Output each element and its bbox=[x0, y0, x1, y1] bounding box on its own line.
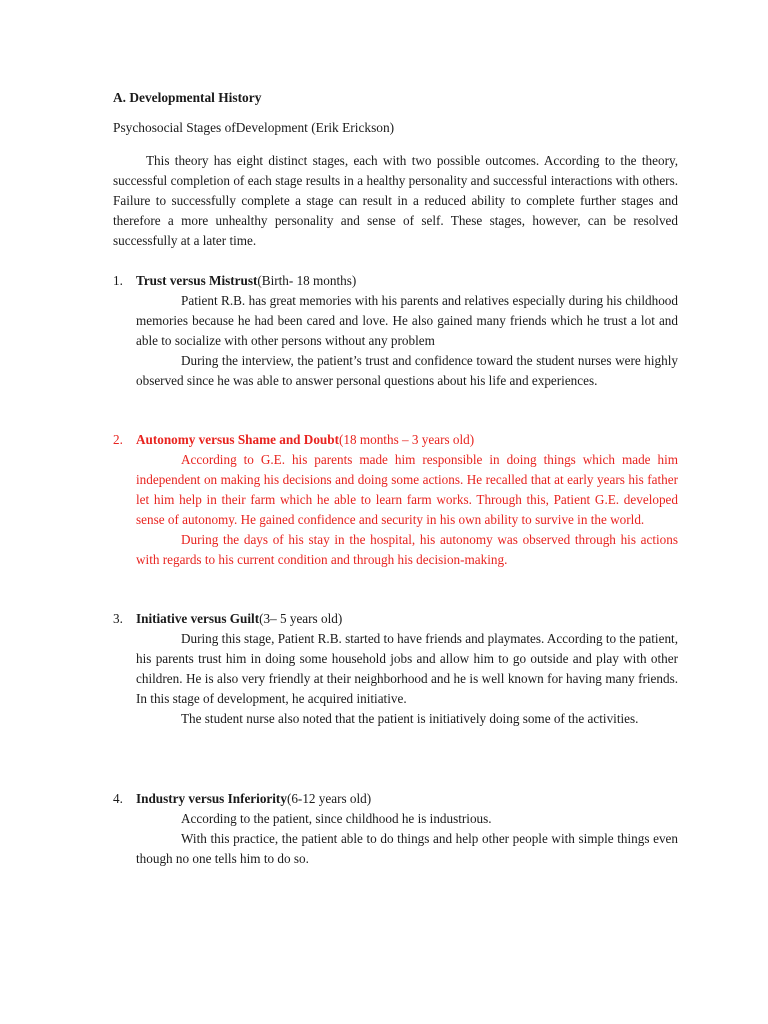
stage-name: Autonomy versus Shame and Doubt bbox=[136, 432, 339, 447]
intro-paragraph: This theory has eight distinct stages, each with two possible outcomes. According to the theory, successful completion of each stage results in a healthy personality and successful interactions with others. Failure to successfully complete a stage can result in a reduced ability to complete further stages and therefore a more unhealthy personality and sense of self. These stages, however, can be resolved successfully at a later time. bbox=[113, 153, 678, 248]
stage-trust-vs-mistrust bbox=[113, 271, 678, 391]
stage-body bbox=[136, 629, 678, 729]
stage-paragraph: The student nurse also noted that the patient is initiatively doing some of the activities. bbox=[181, 711, 639, 726]
stage-name: Industry versus Inferiority bbox=[136, 791, 287, 806]
stage-paragraph: With this practice, the patient able to do things and help other people with simple things even though no one tells him to do so. bbox=[136, 831, 678, 866]
stage-number: 2. bbox=[113, 432, 123, 447]
stage-paragraph: According to the patient, since childhood he is industrious. bbox=[181, 811, 492, 826]
stage-industry-vs-inferiority bbox=[113, 789, 678, 869]
stage-number: 3. bbox=[113, 611, 123, 626]
stage-title bbox=[113, 430, 678, 450]
stage-name: Trust versus Mistrust bbox=[136, 273, 258, 288]
stage-body bbox=[136, 450, 678, 570]
stage-body bbox=[136, 291, 678, 391]
section-heading: A. Developmental History bbox=[113, 90, 262, 105]
stage-title bbox=[113, 609, 678, 629]
stage-initiative-vs-guilt bbox=[113, 609, 678, 729]
stage-age-range: (Birth- 18 months) bbox=[257, 273, 357, 288]
stage-autonomy-vs-shame bbox=[113, 430, 678, 570]
stage-age-range: (3– 5 years old) bbox=[259, 611, 343, 626]
stage-name: Initiative versus Guilt bbox=[136, 611, 260, 626]
stage-number: 1. bbox=[113, 273, 123, 288]
stage-paragraph: According to G.E. his parents made him responsible in doing things which made him independent on making his decisions and doing some actions. He recalled that at early years his father let him help in their farm which he able to learn farm works. Through this, Patient G.E. developed sense of autonomy. He gained confidence and security in his own ability to survive in the world. bbox=[136, 452, 678, 527]
stage-number: 4. bbox=[113, 791, 123, 806]
section-subheading: Psychosocial Stages ofDevelopment (Erik Erickson) bbox=[113, 120, 395, 135]
stage-paragraph: Patient R.B. has great memories with his parents and relatives especially during his childhood memories because he had been cared and love. He also gained many friends which he trust a lot and able to socialize with other persons without any problem bbox=[136, 293, 678, 348]
stage-paragraph: During this stage, Patient R.B. started to have friends and playmates. According to the patient, his parents trust him in doing some household jobs and allow him to go outside and play with other children. He is also very friendly at their neighborhood and he is well known for having many friends. In this stage of development, he acquired initiative. bbox=[136, 631, 678, 706]
stage-paragraph: During the interview, the patient’s trust and confidence toward the student nurses were highly observed since he was able to answer personal questions about his life and experiences. bbox=[136, 353, 678, 388]
stage-title bbox=[113, 789, 678, 809]
stage-title bbox=[113, 271, 678, 291]
stage-age-range: (18 months – 3 years old) bbox=[338, 432, 475, 447]
stage-paragraph: During the days of his stay in the hospital, his autonomy was observed through his actions with regards to his current condition and through his decision-making. bbox=[136, 532, 678, 567]
stage-body bbox=[136, 809, 678, 869]
stage-age-range: (6-12 years old) bbox=[286, 791, 372, 806]
